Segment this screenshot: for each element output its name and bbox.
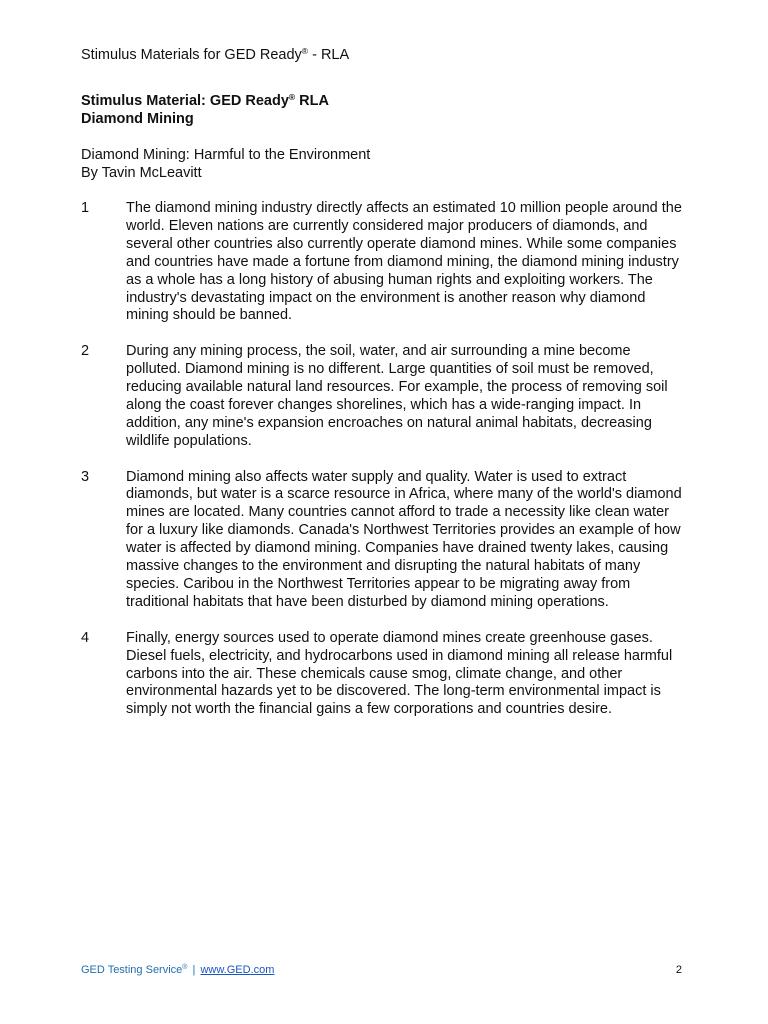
paragraph [81, 630, 686, 720]
stimulus-heading-prefix: Stimulus Material: GED Ready [81, 93, 289, 109]
running-header-suffix: - RLA [308, 47, 350, 63]
page-number: 2 [675, 964, 682, 976]
paragraph-text: The diamond mining industry directly affects an estimated 10 million people around the world. Eleven nations are currently considered major producers of diamonds, and several other countries also currently operate diamond mines. While some companies and countries have made a fortune from diamond mining, the diamond mining industry as a whole has a long history of abusing human rights and exploiting workers. The industry's devastating impact on the environment is another reason why diamond mining should be banned. [126, 200, 682, 324]
paragraph [81, 200, 686, 325]
stimulus-heading-line1 [81, 92, 329, 110]
paragraph-text: Finally, energy sources used to operate diamond mines create greenhouse gases. Diesel fuels, electricity, and hydrocarbons used in diamond mining all release harmful carbons into the air. These chemicals cause smog, climate change, and other environmental hazards yet to be discovered. The long-term environmental impact is simply not worth the financial gains a few corporations and countries desire. [126, 629, 673, 718]
paragraph [81, 469, 686, 612]
article-body [81, 200, 686, 737]
registered-mark: ® [182, 964, 188, 971]
paragraph-text: During any mining process, the soil, water, and air surrounding a mine become polluted. Diamond mining is no different. Large quantities of soil must be removed, reducing available natural land resources. For example, the process of removing soil along the coast forever changes shorelines, which has a wide-ranging impact. In addition, any mine's expansion encroaches on natural animal habitats, decreasing wildlife populations. [126, 343, 668, 449]
article-header [81, 146, 370, 182]
article-byline: By Tavin McLeavitt [81, 165, 202, 181]
registered-mark: ® [288, 92, 296, 102]
footer-org-name: GED Testing Service [81, 964, 183, 976]
footer-left [81, 962, 274, 978]
paragraph [81, 343, 686, 450]
running-header [81, 45, 349, 65]
stimulus-subject: Diamond Mining [81, 111, 194, 127]
running-header-prefix: Stimulus Materials for GED Ready [81, 47, 302, 63]
registered-mark: ® [301, 46, 309, 56]
paragraph-number: 1 [81, 200, 90, 216]
stimulus-heading-suffix: RLA [295, 93, 329, 109]
paragraph-number: 2 [81, 343, 90, 360]
footer-separator: | [192, 964, 196, 976]
stimulus-heading [81, 92, 329, 128]
paragraph-text: Diamond mining also affects water supply and quality. Water is used to extract diamonds, but water is a scarce resource in Africa, where many of the world's diamond mines are located. Many countries cannot afford to trade a necessity like clean water for a luxury like diamonds. Canada's Northwest Territories provides an example of how water is affected by diamond mining. Companies have drained twenty lakes, causing massive changes to the environment and disrupting the natural habitats of many species. Caribou in the Northwest Territories appear to be migrating away from traditional habitats that have been disturbed by diamond mining operations. [126, 468, 682, 610]
article-title: Diamond Mining: Harmful to the Environment [81, 147, 371, 163]
footer-org [81, 964, 187, 976]
page-footer [81, 962, 682, 978]
paragraph-number: 3 [81, 468, 90, 485]
paragraph-number: 4 [81, 629, 90, 646]
ged-website-link[interactable]: www.GED.com [200, 964, 275, 976]
